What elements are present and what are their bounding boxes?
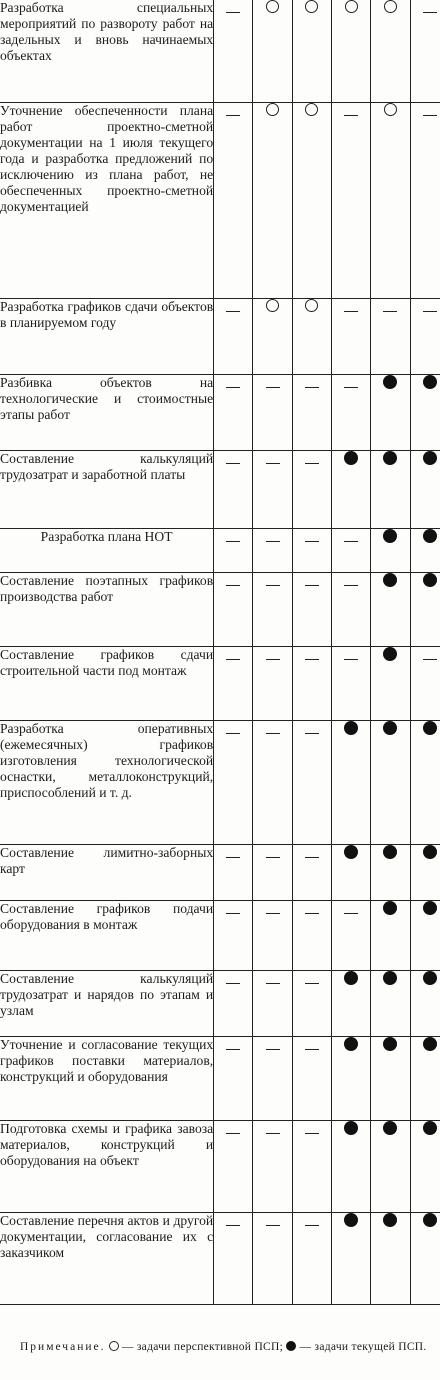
dash-icon	[266, 541, 280, 542]
mark-cell	[214, 298, 253, 374]
task-description: Составление графиков подачи оборудования в монтаж	[0, 900, 214, 970]
mark-cell	[371, 900, 410, 970]
dash-icon	[423, 12, 437, 13]
dash-icon	[226, 857, 240, 858]
table-row	[0, 646, 440, 720]
dash-icon	[266, 387, 280, 388]
task-description: Составление перечня актов и другой документации, согласование их с заказчиком	[0, 1212, 214, 1304]
dash-icon	[226, 115, 240, 116]
task-description: Составление графиков сдачи строительной части под монтаж	[0, 646, 214, 720]
filled-circle-icon	[423, 1037, 437, 1051]
mark-cell	[292, 572, 331, 646]
dash-icon	[226, 913, 240, 914]
mark-cell	[410, 844, 440, 900]
dash-icon	[344, 659, 358, 660]
table-row	[0, 1036, 440, 1120]
dash-icon	[305, 541, 319, 542]
mark-cell	[410, 0, 440, 102]
mark-cell	[214, 720, 253, 844]
dash-icon	[266, 585, 280, 586]
dash-icon	[305, 1049, 319, 1050]
dash-icon	[305, 983, 319, 984]
filled-circle-icon	[383, 1037, 397, 1051]
filled-circle-icon	[344, 971, 358, 985]
mark-cell	[214, 844, 253, 900]
dash-icon	[266, 1225, 280, 1226]
dash-icon	[226, 1225, 240, 1226]
filled-circle-icon	[383, 1213, 397, 1227]
task-description: Разработка плана НОТ	[0, 528, 214, 572]
open-circle-icon	[305, 103, 318, 116]
mark-cell	[292, 1120, 331, 1212]
mark-cell	[253, 970, 292, 1036]
footnote	[20, 1340, 440, 1355]
mark-cell	[371, 1120, 410, 1212]
mark-cell	[214, 572, 253, 646]
task-description: Составление калькуляций трудозатрат и нарядов по этапам и узлам	[0, 970, 214, 1036]
mark-cell	[253, 844, 292, 900]
dash-icon	[344, 115, 358, 116]
table-row	[0, 0, 440, 102]
dash-icon	[305, 659, 319, 660]
mark-cell	[332, 720, 371, 844]
filled-circle-icon	[423, 375, 437, 389]
task-description: Составление калькуляций трудозатрат и заработной платы	[0, 450, 214, 528]
note-label: Примечание.	[20, 1341, 106, 1353]
dash-icon	[305, 387, 319, 388]
mark-cell	[371, 572, 410, 646]
mark-cell	[332, 102, 371, 298]
filled-circle-icon	[423, 529, 437, 543]
mark-cell	[371, 844, 410, 900]
mark-cell	[253, 1120, 292, 1212]
mark-cell	[371, 102, 410, 298]
mark-cell	[214, 374, 253, 450]
dash-icon	[305, 913, 319, 914]
mark-cell	[292, 450, 331, 528]
filled-circle-icon	[344, 1121, 358, 1135]
dash-icon	[383, 311, 397, 312]
table-row	[0, 1212, 440, 1304]
table-row	[0, 572, 440, 646]
filled-circle-icon	[423, 573, 437, 587]
mark-cell	[371, 646, 410, 720]
filled-circle-icon	[383, 1121, 397, 1135]
filled-circle-icon	[344, 1037, 358, 1051]
dash-icon	[305, 1225, 319, 1226]
mark-cell	[410, 970, 440, 1036]
dash-icon	[305, 1133, 319, 1134]
mark-cell	[292, 970, 331, 1036]
dash-icon	[344, 311, 358, 312]
mark-cell	[253, 0, 292, 102]
filled-circle-icon	[383, 971, 397, 985]
task-description: Разбивка объектов на технологические и стоимостные этапы работ	[0, 374, 214, 450]
mark-cell	[410, 374, 440, 450]
filled-circle-icon	[383, 845, 397, 859]
mark-cell	[410, 572, 440, 646]
mark-cell	[332, 646, 371, 720]
mark-cell	[410, 528, 440, 572]
mark-cell	[292, 0, 331, 102]
mark-cell	[410, 1120, 440, 1212]
dash-icon	[305, 733, 319, 734]
mark-cell	[410, 900, 440, 970]
mark-cell	[371, 1212, 410, 1304]
mark-cell	[214, 646, 253, 720]
mark-cell	[253, 572, 292, 646]
mark-cell	[371, 720, 410, 844]
mark-cell	[214, 0, 253, 102]
mark-cell	[332, 528, 371, 572]
mark-cell	[253, 298, 292, 374]
filled-circle-icon	[383, 451, 397, 465]
mark-cell	[292, 900, 331, 970]
filled-circle-icon	[423, 845, 437, 859]
filled-circle-icon	[383, 529, 397, 543]
mark-cell	[292, 374, 331, 450]
dash-icon	[226, 387, 240, 388]
dash-icon	[226, 983, 240, 984]
task-description: Подготовка схемы и графика завоза материалов, конструкций и оборудования на объект	[0, 1120, 214, 1212]
mark-cell	[332, 1036, 371, 1120]
dash-icon	[226, 1133, 240, 1134]
mark-cell	[292, 102, 331, 298]
mark-cell	[292, 844, 331, 900]
mark-cell	[214, 450, 253, 528]
dash-icon	[266, 1133, 280, 1134]
mark-cell	[214, 900, 253, 970]
mark-cell	[332, 844, 371, 900]
mark-cell	[214, 1036, 253, 1120]
open-circle-icon	[384, 0, 397, 13]
dash-icon	[226, 585, 240, 586]
table-row	[0, 102, 440, 298]
mark-cell	[253, 450, 292, 528]
filled-circle-icon	[344, 1213, 358, 1227]
mark-cell	[253, 374, 292, 450]
table-row	[0, 720, 440, 844]
dash-icon	[344, 913, 358, 914]
mark-cell	[253, 528, 292, 572]
task-description: Уточнение и согласование текущих графиков поставки материалов, конструкций и оборудования	[0, 1036, 214, 1120]
mark-cell	[410, 1212, 440, 1304]
dash-icon	[266, 733, 280, 734]
mark-cell	[332, 0, 371, 102]
mark-cell	[410, 298, 440, 374]
open-circle-icon	[305, 0, 318, 13]
table-row	[0, 900, 440, 970]
dash-icon	[266, 659, 280, 660]
table-row	[0, 528, 440, 572]
mark-cell	[332, 1212, 371, 1304]
mark-cell	[332, 450, 371, 528]
mark-cell	[253, 646, 292, 720]
dash-icon	[266, 983, 280, 984]
mark-cell	[332, 298, 371, 374]
mark-cell	[410, 646, 440, 720]
filled-circle-icon	[423, 901, 437, 915]
mark-cell	[292, 646, 331, 720]
dash-icon	[226, 311, 240, 312]
dash-icon	[344, 585, 358, 586]
mark-cell	[292, 298, 331, 374]
task-description: Уточнение обеспеченности плана работ проектно-сметной документации на 1 июля текущего года и разработка предложений по исключению из плана работ, не обеспеченных проектно-сметной документацией	[0, 102, 214, 298]
open-circle-icon	[384, 103, 397, 116]
filled-circle-icon	[383, 901, 397, 915]
dash-icon	[344, 541, 358, 542]
dash-icon	[226, 463, 240, 464]
mark-cell	[332, 374, 371, 450]
task-description: Разработка специальных мероприятий по развороту работ на задельных и вновь начинаемых объектах	[0, 0, 214, 102]
mark-cell	[410, 102, 440, 298]
dash-icon	[423, 311, 437, 312]
open-circle-icon	[305, 299, 318, 312]
dash-icon	[305, 857, 319, 858]
mark-cell	[214, 528, 253, 572]
mark-cell	[253, 1212, 292, 1304]
filled-circle-icon	[423, 971, 437, 985]
mark-cell	[410, 720, 440, 844]
mark-cell	[371, 528, 410, 572]
open-circle-icon	[266, 103, 279, 116]
open-circle-icon	[109, 1341, 119, 1351]
filled-circle-icon	[383, 647, 397, 661]
filled-circle-icon	[423, 721, 437, 735]
mark-cell	[332, 970, 371, 1036]
mark-cell	[371, 298, 410, 374]
mark-cell	[371, 970, 410, 1036]
mark-cell	[292, 720, 331, 844]
mark-cell	[253, 720, 292, 844]
dash-icon	[423, 115, 437, 116]
mark-cell	[253, 900, 292, 970]
filled-circle-icon	[344, 451, 358, 465]
filled-circle-icon	[344, 721, 358, 735]
table-row	[0, 844, 440, 900]
table-row	[0, 970, 440, 1036]
mark-cell	[214, 1212, 253, 1304]
dash-icon	[305, 463, 319, 464]
table-row	[0, 374, 440, 450]
mark-cell	[292, 1212, 331, 1304]
dash-icon	[226, 659, 240, 660]
note-perspective-text: — задачи перспективной ПСП;	[121, 1341, 284, 1353]
filled-circle-icon	[423, 1213, 437, 1227]
filled-circle-icon	[383, 573, 397, 587]
mark-cell	[371, 450, 410, 528]
task-description: Составление лимитно-заборных карт	[0, 844, 214, 900]
filled-circle-icon	[344, 845, 358, 859]
dash-icon	[226, 1049, 240, 1050]
dash-icon	[266, 463, 280, 464]
mark-cell	[292, 1036, 331, 1120]
note-current-text: — задачи текущей ПСП.	[299, 1341, 427, 1353]
open-circle-icon	[266, 0, 279, 13]
mark-cell	[214, 970, 253, 1036]
task-description: Разработка оперативных (ежемесячных) графиков изготовления технологической оснастки, металлоконструкций, приспособлений и т. д.	[0, 720, 214, 844]
mark-cell	[371, 1036, 410, 1120]
mark-cell	[253, 102, 292, 298]
task-description: Составление поэтапных графиков производства работ	[0, 572, 214, 646]
dash-icon	[266, 857, 280, 858]
dash-icon	[266, 913, 280, 914]
mark-cell	[292, 528, 331, 572]
mark-cell	[371, 374, 410, 450]
dash-icon	[226, 541, 240, 542]
open-circle-icon	[345, 0, 358, 13]
mark-cell	[214, 102, 253, 298]
table-row	[0, 298, 440, 374]
dash-icon	[344, 387, 358, 388]
filled-circle-icon	[286, 1341, 296, 1351]
mark-cell	[214, 1120, 253, 1212]
filled-circle-icon	[423, 451, 437, 465]
mark-cell	[332, 900, 371, 970]
task-description: Разработка графиков сдачи объектов в планируемом году	[0, 298, 214, 374]
dash-icon	[266, 1049, 280, 1050]
mark-cell	[410, 1036, 440, 1120]
mark-cell	[371, 0, 410, 102]
table-row	[0, 1120, 440, 1212]
table-row	[0, 450, 440, 528]
open-circle-icon	[266, 299, 279, 312]
dash-icon	[226, 733, 240, 734]
mark-cell	[332, 572, 371, 646]
mark-cell	[253, 1036, 292, 1120]
filled-circle-icon	[423, 1121, 437, 1135]
dash-icon	[305, 585, 319, 586]
mark-cell	[332, 1120, 371, 1212]
mark-cell	[410, 450, 440, 528]
filled-circle-icon	[383, 721, 397, 735]
dash-icon	[423, 659, 437, 660]
filled-circle-icon	[383, 375, 397, 389]
dash-icon	[226, 12, 240, 13]
